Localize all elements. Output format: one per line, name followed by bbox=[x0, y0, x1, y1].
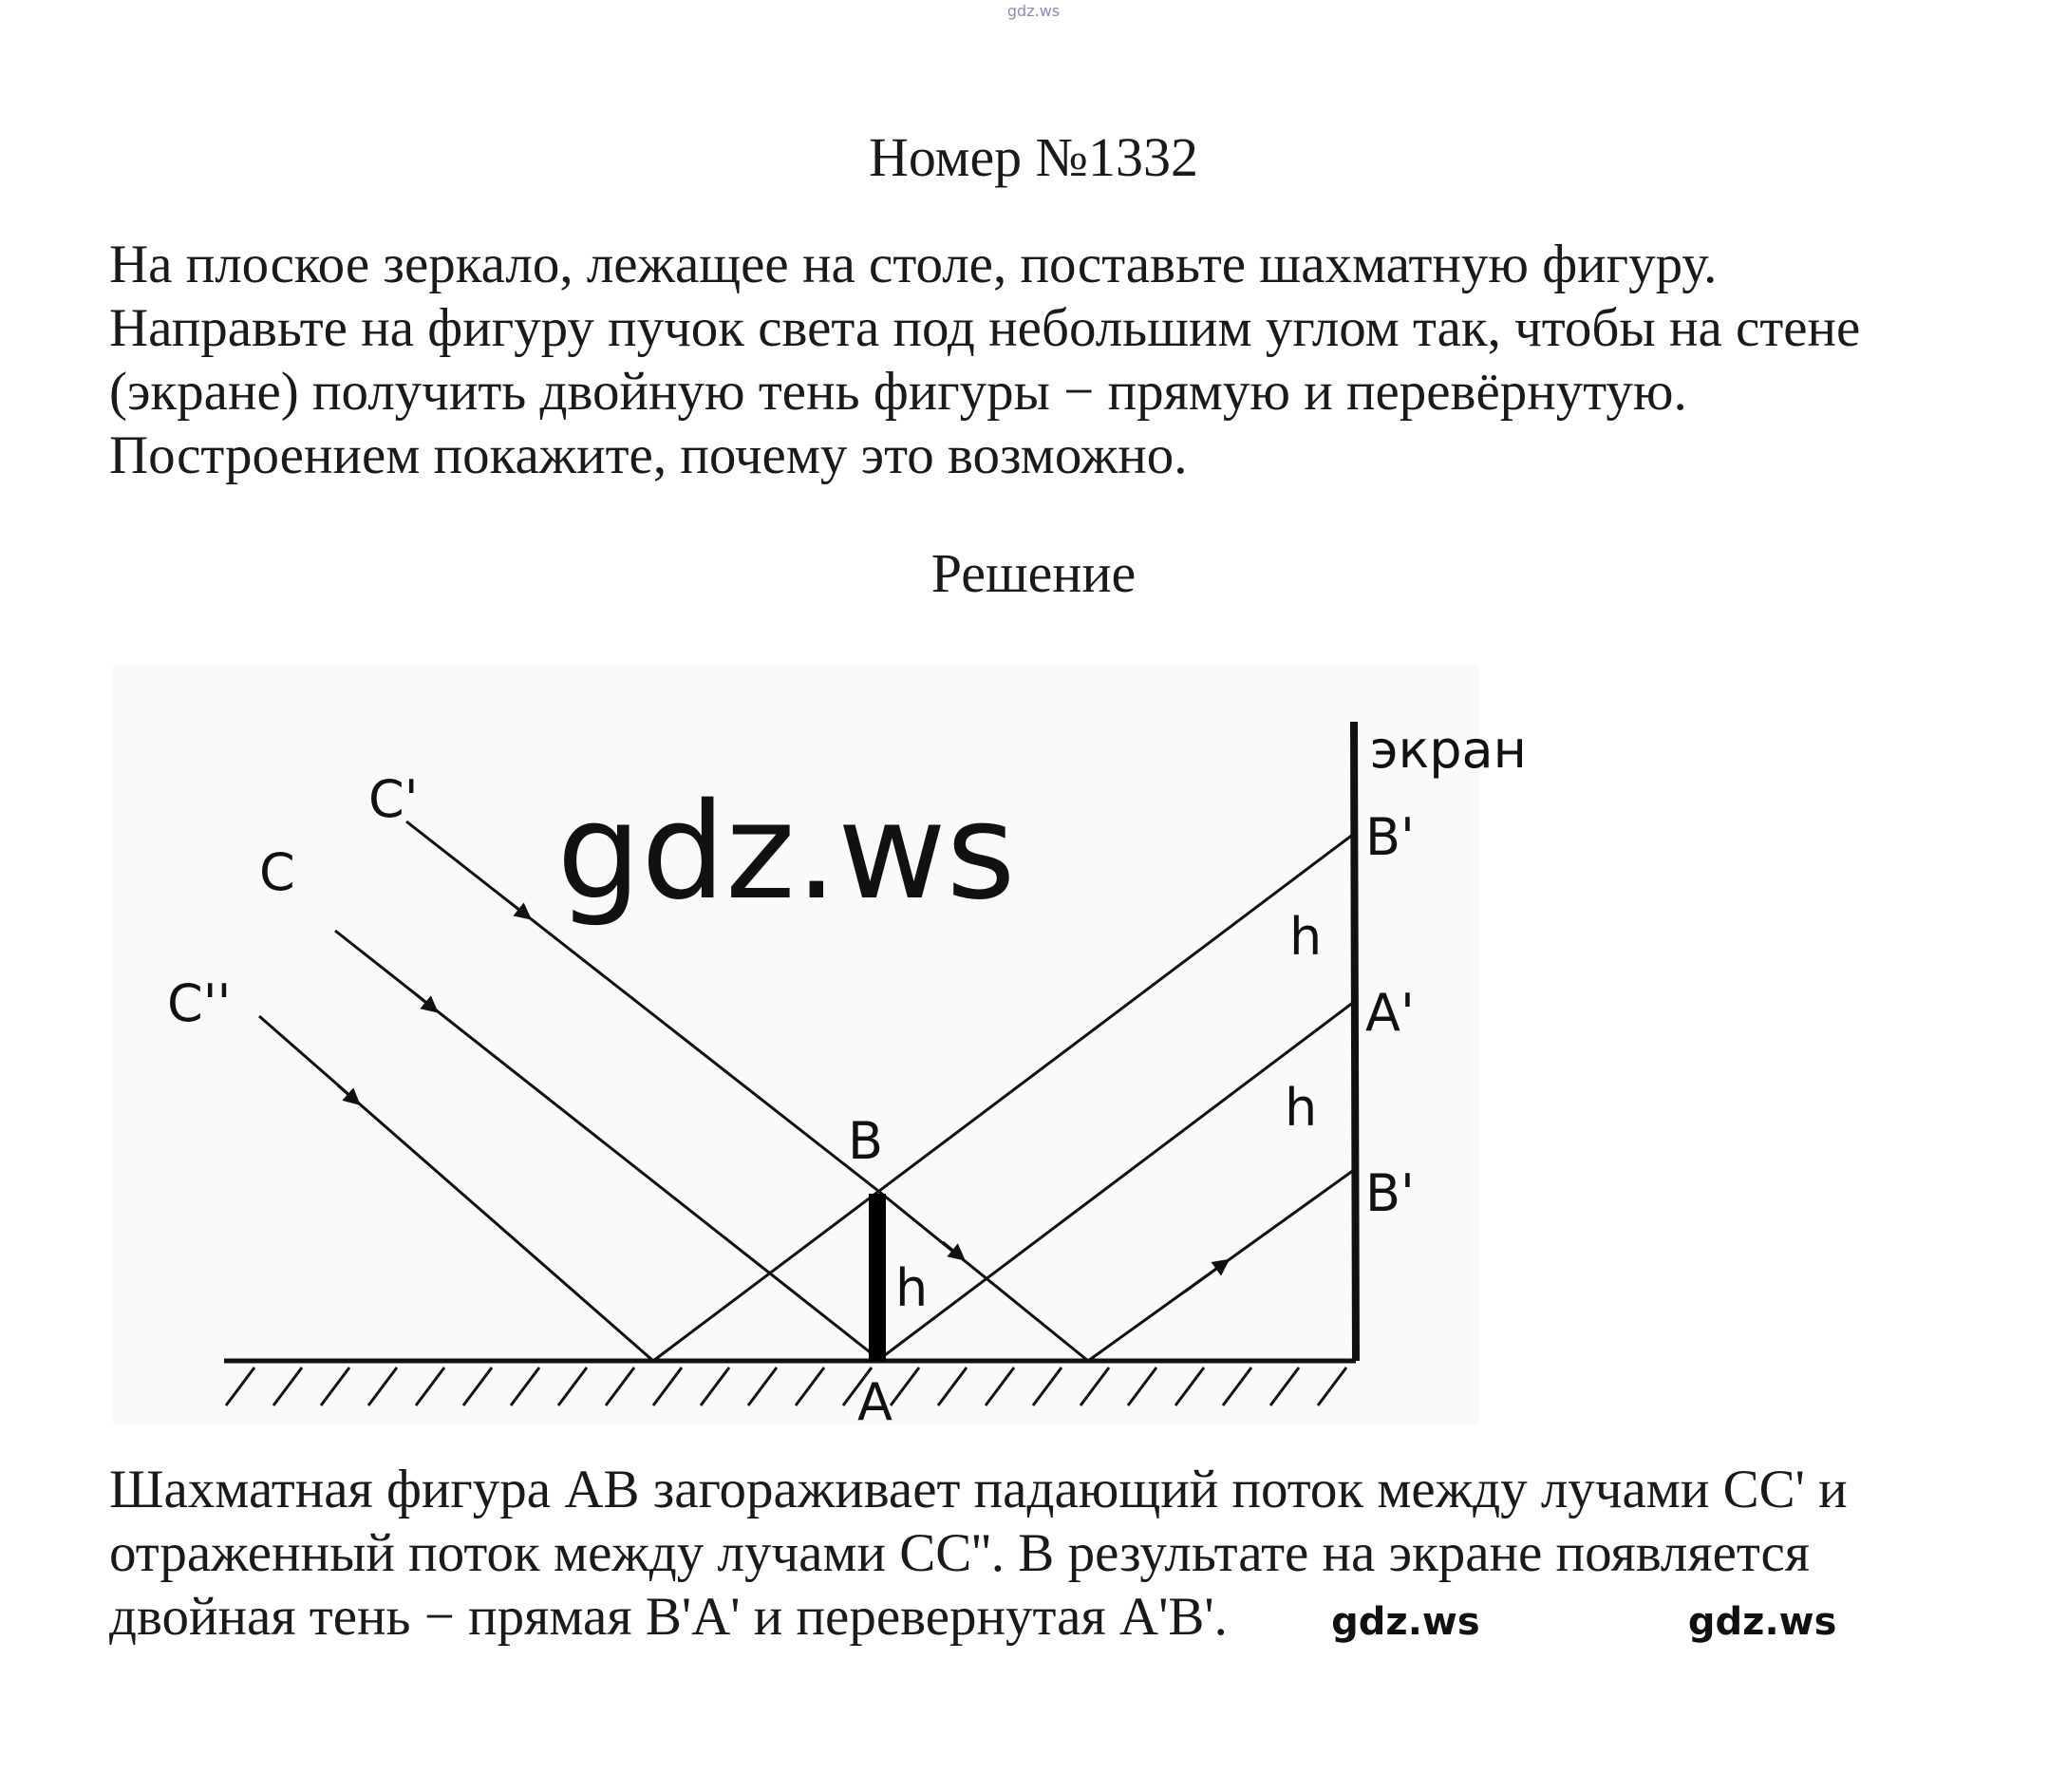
explanation-line-text: двойная тень − прямая B'A' и перевернутая A'B'. bbox=[109, 1587, 1228, 1647]
page-title: Номер №1332 bbox=[868, 126, 1199, 188]
label-b-prime-top: B' bbox=[1365, 807, 1415, 867]
watermark-bottom-1: gdz.ws bbox=[1331, 1600, 1480, 1644]
explanation-line bbox=[109, 1585, 2037, 1654]
problem-line: (экране) получить двойную тень фигуры − прямую и перевёрнутую. bbox=[109, 362, 1687, 422]
problem-text bbox=[109, 233, 2008, 487]
label-h-lower: h bbox=[1285, 1078, 1318, 1138]
problem-line: Направьте на фигуру пучок света под небольшим углом так, чтобы на стене bbox=[109, 298, 1861, 358]
label-b-prime-bottom: B' bbox=[1365, 1163, 1415, 1223]
label-c: C bbox=[259, 842, 295, 902]
label-c-prime: C' bbox=[368, 769, 419, 829]
figure-watermark: gdz.ws bbox=[556, 775, 1016, 930]
watermark-bottom-2: gdz.ws bbox=[1687, 1600, 1837, 1644]
label-c-double-prime: C'' bbox=[167, 973, 232, 1033]
optics-diagram bbox=[112, 665, 1527, 1432]
label-b: B bbox=[848, 1111, 884, 1171]
label-h-upper: h bbox=[1289, 907, 1323, 967]
label-h-figure: h bbox=[895, 1258, 929, 1318]
problem-line: Построением покажите, почему это возможно. bbox=[109, 425, 1188, 485]
optics-diagram-svg bbox=[112, 665, 1527, 1432]
explanation-text bbox=[109, 1458, 2037, 1654]
screen-line bbox=[1354, 722, 1356, 1361]
explanation-line: отраженный поток между лучами CC''. В результате на экране появляется bbox=[109, 1523, 1810, 1583]
explanation-line: Шахматная фигура AB загораживает падающий поток между лучами CC' и bbox=[109, 1460, 1848, 1519]
label-a-prime: A' bbox=[1365, 983, 1415, 1043]
label-a: A bbox=[857, 1372, 893, 1432]
watermark-top: gdz.ws bbox=[1006, 2, 1061, 20]
label-screen: экран bbox=[1370, 720, 1527, 780]
problem-line: На плоское зеркало, лежащее на столе, поставьте шахматную фигуру. bbox=[109, 235, 1718, 294]
solution-heading: Решение bbox=[930, 542, 1137, 604]
